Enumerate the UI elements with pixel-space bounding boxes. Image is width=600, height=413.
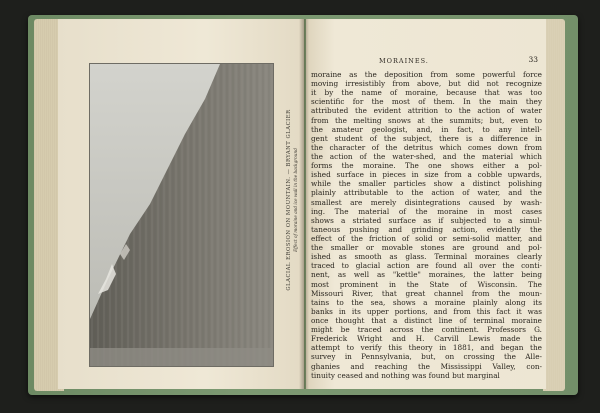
text-line: plainly attributable to the action of water, and the bbox=[311, 188, 542, 198]
text-line: taneous pushing and grinding action, evidently the bbox=[311, 224, 542, 234]
text-line: ghanies and reaching the Mississippi Valley, con- bbox=[311, 361, 542, 371]
text-line: ished surface in pieces in size from a cobble upwards, bbox=[311, 170, 542, 180]
text-line: most prominent in the State of Wisconsin. The bbox=[311, 279, 542, 289]
text-line: shows a striated surface as if subjected to a simul- bbox=[311, 215, 542, 225]
text-line: attributed the evident attrition to the action of water bbox=[311, 106, 542, 116]
text-line: banks in its upper portions, and from this fact it was bbox=[311, 306, 542, 316]
body-text bbox=[311, 70, 542, 380]
text-line: might be traced across the continent. Professors G. bbox=[311, 325, 542, 335]
plate-caption bbox=[286, 40, 308, 360]
text-line: the smaller or movable stones are ground and pol- bbox=[311, 243, 542, 253]
page-number: 33 bbox=[528, 55, 538, 64]
text-line: effect of the friction of solid or semi-solid matter, and bbox=[311, 233, 542, 243]
text-line: ished as smooth as glass. Terminal moraines clearly bbox=[311, 252, 542, 262]
text-line: once thought that a distinct line of terminal moraine bbox=[311, 315, 542, 325]
text-line: nent, as well as "kettle" moraines, the latter being bbox=[311, 270, 542, 280]
text-line: while the smaller particles show a distinct polishing bbox=[311, 179, 542, 189]
text-line: Frederick Wright and H. Carvill Lewis made the bbox=[311, 334, 542, 344]
text-line: from the melting snows at the summits; but, even to bbox=[311, 115, 542, 125]
text-line: attempt to verify this theory in 1881, and began the bbox=[311, 343, 542, 353]
glacier-photo-image bbox=[90, 64, 273, 366]
text-line: moving irresistibly from above, but did not recognize bbox=[311, 79, 542, 89]
text-line: the action of the water-shed, and the material which bbox=[311, 151, 542, 161]
text-line: the amateur geologist, and, in fact, to any intell- bbox=[311, 124, 542, 134]
text-line: tains to the sea, shows a moraine plainly along its bbox=[311, 297, 542, 307]
text-line: traced to glacial action are found all over the conti- bbox=[311, 261, 542, 271]
text-line: tinuity ceased and nothing was found but marginal bbox=[311, 370, 500, 380]
text-line: it by the name of moraine, because that was too bbox=[311, 88, 542, 98]
text-line: gent student of the subject, there is a difference in bbox=[311, 133, 542, 143]
plate-caption-subtitle: Effect of moraine and ice wall in the background bbox=[293, 148, 298, 252]
plate-photograph bbox=[89, 63, 274, 367]
text-line: survey in Pennsylvania, but, on crossing the Alle- bbox=[311, 352, 542, 362]
plate-caption-title: GLACIAL EROSION ON MOUNTAIN. — BRYANT GLACIER bbox=[286, 109, 292, 291]
running-head-title: MORAINES. bbox=[379, 57, 429, 65]
text-line: Missouri River, that great channel from the moun- bbox=[311, 288, 542, 298]
page-edges-right bbox=[543, 19, 565, 391]
text-line: forms the moraine. The one shows either a pol- bbox=[311, 161, 542, 171]
text-line: smallest are merely disintegrations caused by wash- bbox=[311, 197, 542, 207]
text-line: moraine as the deposition from some powerful force bbox=[311, 70, 542, 79]
text-line: scientific for the most of them. In the main they bbox=[311, 97, 542, 107]
text-line: ing. The material of the moraine in most cases bbox=[311, 206, 542, 216]
text-line: the character of the detritus which comes down from bbox=[311, 142, 542, 152]
